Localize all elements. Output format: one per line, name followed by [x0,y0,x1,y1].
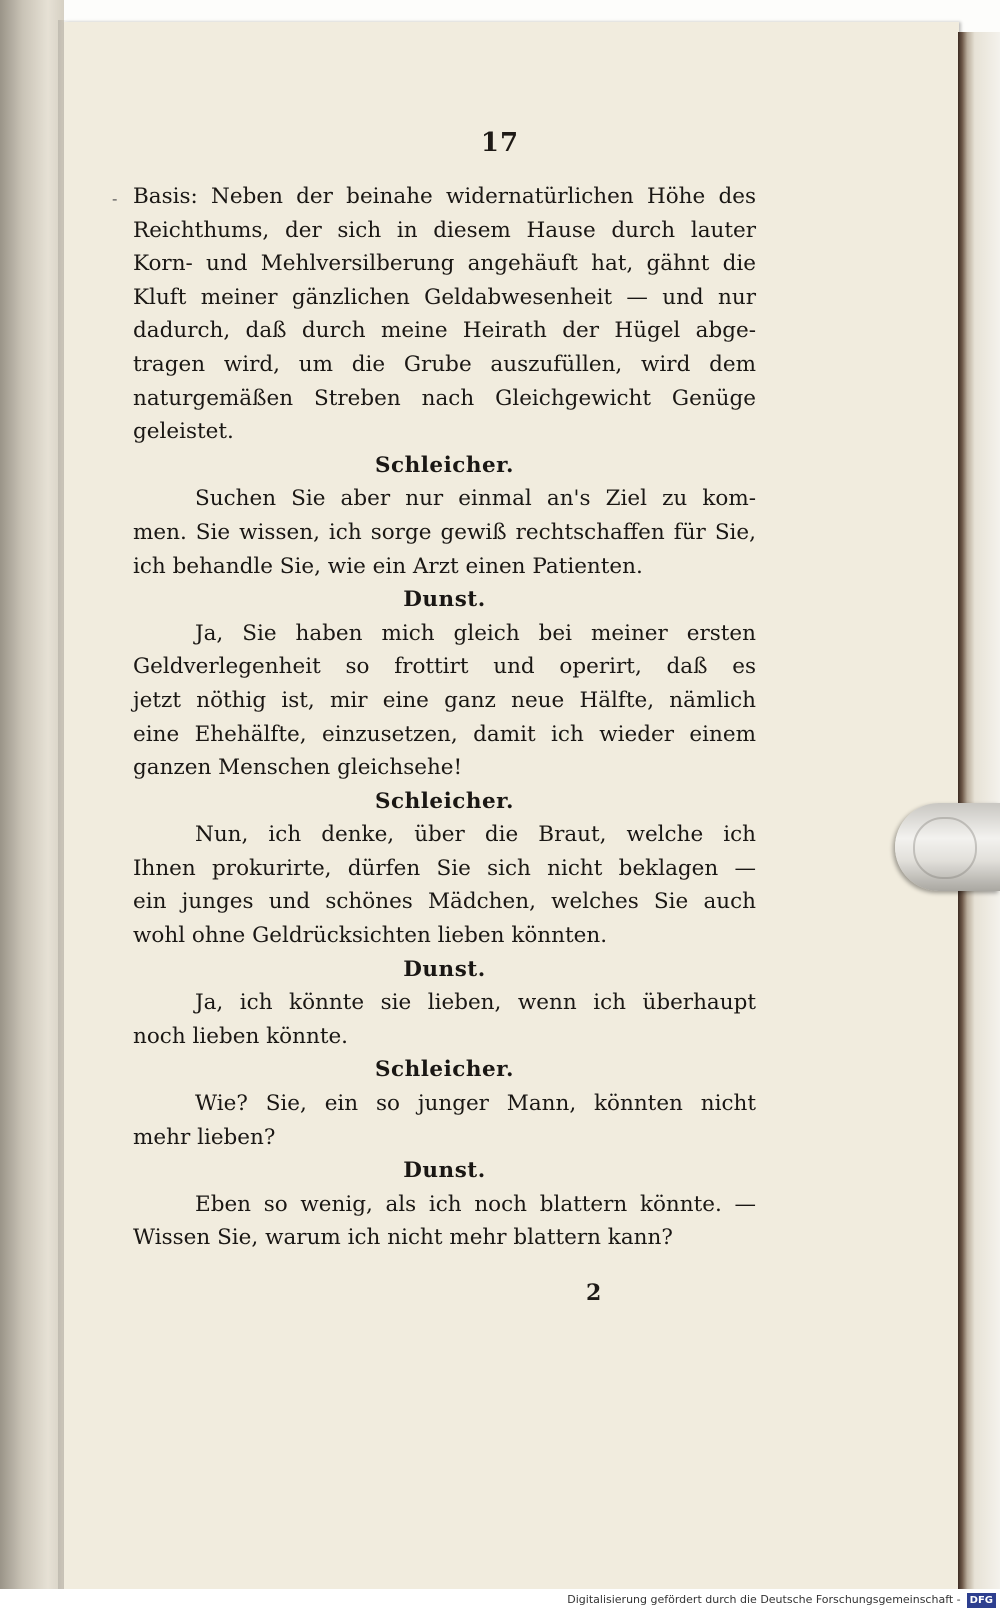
text-line: wohl ohne Geldrücksichten lieben könnten. [133,923,608,949]
signature-mark: 2 [586,1280,602,1306]
text-line: Ja, ich könnte sie lieben, wenn ich überhaupt [195,990,756,1016]
text-line: men. Sie wissen, ich sorge gewiß rechtschaffen für Sie, [133,519,756,545]
text-line: ganzen Menschen gleichsehe! [133,755,463,781]
text-line: Nun, ich denke, über die Braut, welche ich [195,822,756,848]
page-clip [895,803,1000,891]
text-line: Kluft meiner gänzlichen Geldabwesenheit — und nur [133,284,756,310]
text-line: mehr lieben? [133,1124,276,1150]
book-spine [0,0,64,1611]
dfg-logo: DFG [967,1593,996,1608]
margin-mark: - [112,189,118,208]
page-number: 17 [480,128,520,158]
text-line: Basis: Neben der beinahe widernatürlichen Höhe des [133,184,756,209]
text-line: dadurch, daß durch meine Heirath der Hügel abge- [133,318,756,344]
speaker-name: Schleicher. [374,452,514,478]
body-text [133,180,756,1255]
speaker-name: Dunst. [403,587,486,613]
text-line: jetzt nöthig ist, mir eine ganz neue Hälfte, nämlich [133,687,756,713]
text-line: tragen wird, um die Grube auszufüllen, wird dem [133,351,756,377]
text-line: ein junges und schönes Mädchen, welches Sie auch [133,889,756,915]
text-line: Suchen Sie aber nur einmal an's Ziel zu kom- [195,486,756,512]
text-line: geleistet. [133,419,234,445]
speaker-name: Schleicher. [374,1057,514,1083]
text-line: naturgemäßen Streben nach Gleichgewicht Genüge [133,385,756,411]
speaker-name: Schleicher. [374,788,514,814]
text-line: Eben so wenig, als ich noch blattern könnte. — [195,1191,756,1217]
digitization-footer [0,1589,1000,1611]
speaker-name: Dunst. [403,1158,486,1184]
text-line: Wie? Sie, ein so junger Mann, könnten nicht [195,1091,756,1117]
text-line: Ja, Sie haben mich gleich bei meiner ersten [195,620,756,646]
speaker-name: Dunst. [403,956,486,982]
text-line: Korn- und Mehlversilberung angehäuft hat, gähnt die [133,251,756,277]
text-line: Reichthums, der sich in diesem Hause durch lauter [133,217,756,243]
footer-text: Digitalisierung gefördert durch die Deutsche Forschungsgemeinschaft - [567,1593,961,1606]
text-line: noch lieben könnte. [133,1023,349,1049]
text-line: ich behandle Sie, wie ein Arzt einen Patienten. [133,553,643,579]
text-line: Geldverlegenheit so frottirt und operirt, daß es [133,654,756,680]
text-line: Ihnen prokurirte, dürfen Sie sich nicht beklagen — [133,855,756,881]
text-line: Wissen Sie, warum ich nicht mehr blattern kann? [133,1225,673,1251]
text-line: eine Ehehälfte, einzusetzen, damit ich wieder einem [133,721,756,747]
